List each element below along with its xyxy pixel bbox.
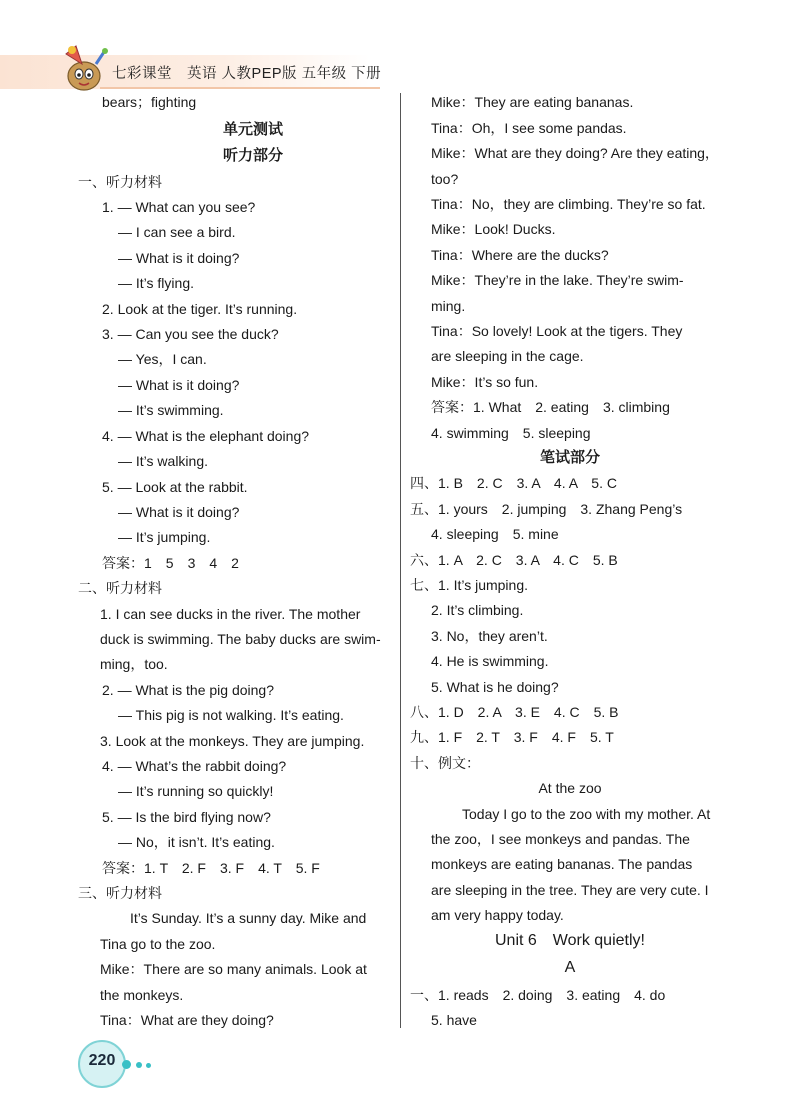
text-line: 1. I can see ducks in the river. The mother — [100, 606, 361, 622]
text-line: Tina：What are they doing? — [100, 1012, 274, 1028]
answer-line: 5. have — [431, 1012, 477, 1028]
text-line: Tina：So lovely! Look at the tigers. They — [431, 323, 683, 339]
text-line: are sleeping in the cage. — [431, 348, 584, 364]
text-line: — It’s running so quickly! — [118, 783, 274, 799]
decor-dot-icon — [136, 1062, 142, 1068]
text-line: ming，too. — [100, 656, 168, 672]
text-line: am very happy today. — [431, 907, 564, 923]
text-line: Tina go to the zoo. — [100, 936, 216, 952]
answer-line: 答案：1 5 3 4 2 — [102, 555, 239, 571]
text-line: the zoo，I see monkeys and pandas. The — [431, 831, 690, 847]
text-line: — This pig is not walking. It’s eating. — [118, 707, 344, 723]
essay-title: At the zoo — [538, 780, 602, 796]
text-line: 5. — Is the bird flying now? — [102, 809, 271, 825]
part-title: A — [564, 959, 576, 976]
header-underline — [100, 87, 380, 89]
page-number: 220 — [88, 1052, 116, 1069]
decor-dot-icon — [122, 1060, 131, 1069]
answer-line: 4. He is swimming. — [431, 653, 549, 669]
subsection-title: 听力部分 — [222, 147, 283, 164]
text-line: too? — [431, 171, 459, 187]
text-line: Today I go to the zoo with my mother. At — [462, 806, 711, 822]
text-line: Mike：They are eating bananas. — [431, 94, 634, 110]
text-line: Mike：It’s so fun. — [431, 374, 539, 390]
text-line: are sleeping in the tree. They are very cute. I — [431, 882, 709, 898]
text-line: — Yes，I can. — [118, 351, 207, 367]
text-line: ming. — [431, 298, 466, 314]
header-title: 七彩课堂 英语 人教PEP版 五年级 下册 — [112, 66, 382, 82]
text-line: 1. — What can you see? — [102, 199, 256, 215]
text-line: bears；fighting — [102, 94, 197, 110]
text-line: — It’s swimming. — [118, 402, 224, 418]
text-line: 3. Look at the monkeys. They are jumping. — [100, 733, 365, 749]
text-line: — What is it doing? — [118, 250, 240, 266]
answer-line: 3. No，they aren’t. — [431, 628, 548, 644]
text-line: 二、听力材料 — [78, 580, 162, 596]
answer-line: 答案：1. T 2. F 3. F 4. T 5. F — [102, 860, 320, 876]
subsection-title: 笔试部分 — [539, 449, 600, 466]
answer-line: 九、1. F 2. T 3. F 4. F 5. T — [410, 729, 614, 745]
text-line: Tina：No，they are climbing. They’re so fat. — [431, 196, 706, 212]
answer-line: 2. It’s climbing. — [431, 602, 524, 618]
text-line: 一、听力材料 — [78, 174, 162, 190]
text-line: duck is swimming. The baby ducks are swim- — [100, 631, 381, 647]
text-line: — What is it doing? — [118, 504, 240, 520]
answer-line: 4. swimming 5. sleeping — [431, 425, 591, 441]
text-line: — What is it doing? — [118, 377, 240, 393]
answer-line: 一、1. reads 2. doing 3. eating 4. do — [410, 987, 666, 1003]
answer-line: 四、1. B 2. C 3. A 4. A 5. C — [410, 475, 617, 491]
text-line: Mike：Look! Ducks. — [431, 221, 556, 237]
text-line: Tina：Oh，I see some pandas. — [431, 120, 627, 136]
answer-line: 七、1. It’s jumping. — [410, 577, 529, 593]
text-line: 5. — Look at the rabbit. — [102, 479, 248, 495]
answer-line: 六、1. A 2. C 3. A 4. C 5. B — [410, 552, 618, 568]
answer-line: 答案：1. What 2. eating 3. climbing — [431, 399, 670, 415]
mascot-icon — [52, 38, 112, 96]
answer-line: 五、1. yours 2. jumping 3. Zhang Peng’s — [410, 501, 683, 517]
answer-line: 5. What is he doing? — [431, 679, 559, 695]
text-line: the monkeys. — [100, 987, 184, 1003]
text-line: — It’s walking. — [118, 453, 208, 469]
text-line: 三、听力材料 — [78, 885, 162, 901]
text-line: Tina：Where are the ducks? — [431, 247, 609, 263]
unit-title: Unit 6 Work quietly! — [495, 932, 645, 949]
answer-line: 4. sleeping 5. mine — [431, 526, 559, 542]
text-line: — It’s jumping. — [118, 529, 211, 545]
text-line: monkeys are eating bananas. The pandas — [431, 856, 693, 872]
text-line: — I can see a bird. — [118, 224, 236, 240]
text-line: Mike：They’re in the lake. They’re swim- — [431, 272, 684, 288]
text-line: 十、例文： — [410, 755, 480, 771]
text-line: 4. — What is the elephant doing? — [102, 428, 310, 444]
text-line: 2. — What is the pig doing? — [102, 682, 274, 698]
column-divider — [400, 93, 401, 1028]
decor-dot-icon — [146, 1063, 151, 1068]
text-line: Mike：What are they doing? Are they eating， — [431, 145, 719, 161]
text-line: 2. Look at the tiger. It’s running. — [102, 301, 298, 317]
text-line: — It’s flying. — [118, 275, 194, 291]
text-line: 4. — What’s the rabbit doing? — [102, 758, 287, 774]
answer-line: 八、1. D 2. A 3. E 4. C 5. B — [410, 704, 619, 720]
text-line: 3. — Can you see the duck? — [102, 326, 279, 342]
text-line: It’s Sunday. It’s a sunny day. Mike and — [130, 910, 367, 926]
text-line: Mike：There are so many animals. Look at — [100, 961, 367, 977]
text-line: — No，it isn’t. It’s eating. — [118, 834, 275, 850]
section-title: 单元测试 — [222, 121, 283, 138]
